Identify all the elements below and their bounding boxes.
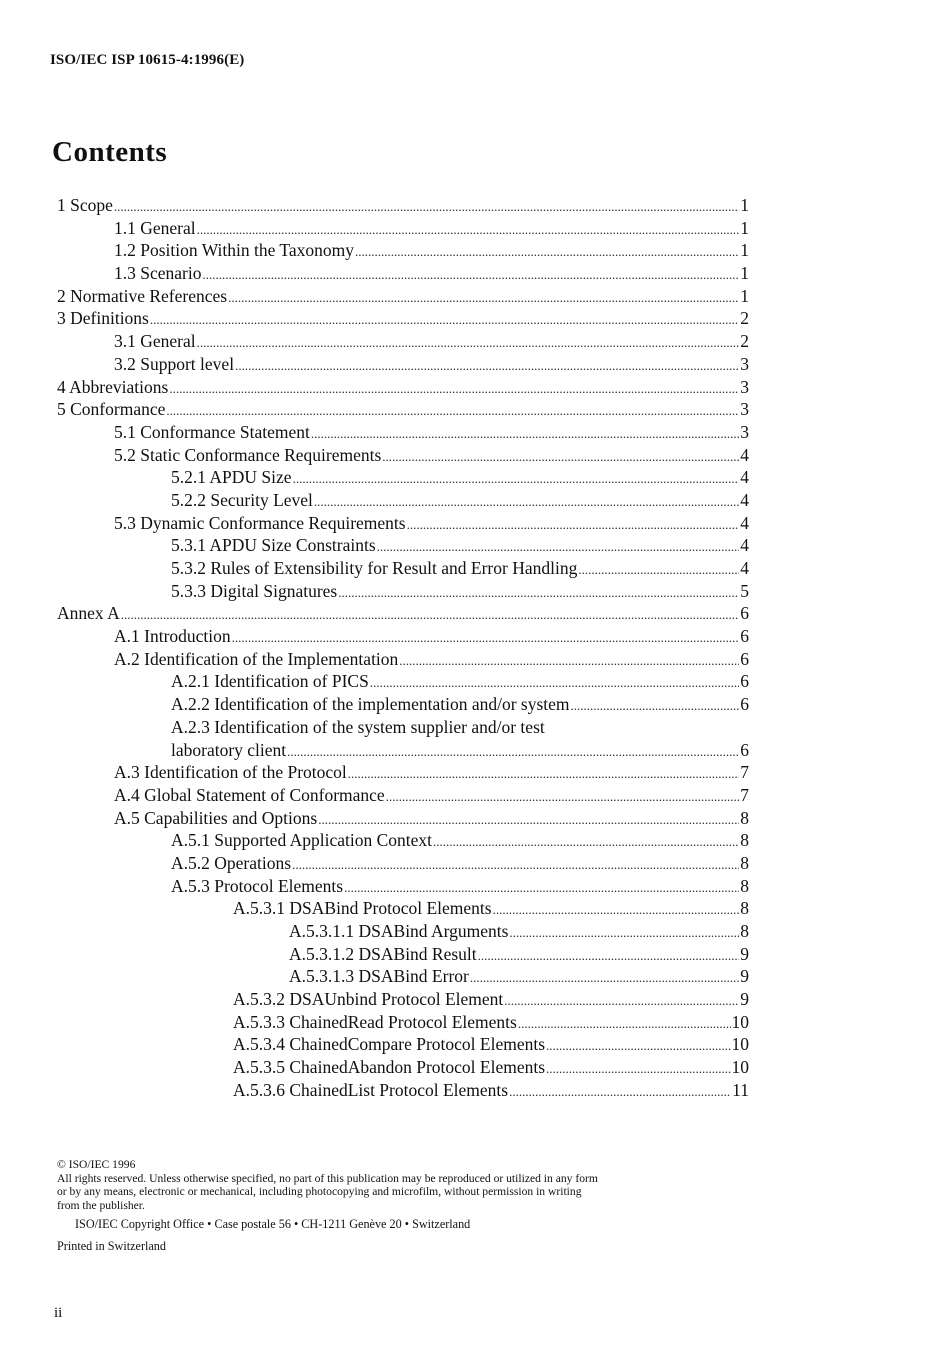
toc-entry-label: A.5.3.5 ChainedAbandon Protocol Elements	[233, 1057, 546, 1078]
toc-entry-label: 1.3 Scenario	[114, 263, 202, 284]
dot-leader	[355, 241, 739, 264]
toc-entry-label: 3.2 Support level	[114, 353, 235, 374]
dot-leader	[386, 786, 740, 809]
toc-entry[interactable]	[57, 1079, 749, 1102]
toc-entry-page: 1	[740, 240, 749, 261]
toc-entry[interactable]	[57, 307, 749, 330]
dot-leader	[228, 287, 739, 310]
toc-entry-label: A.2 Identification of the Implementation	[114, 648, 399, 669]
toc-entry[interactable]	[57, 875, 749, 898]
table-of-contents	[57, 194, 749, 1102]
toc-entry[interactable]	[57, 421, 749, 444]
toc-entry-page: 3	[740, 421, 749, 442]
dot-leader	[504, 990, 739, 1013]
dot-leader	[518, 1013, 731, 1036]
dot-leader	[493, 899, 740, 922]
toc-entry-page: 8	[740, 852, 749, 873]
toc-entry-label: A.4 Global Statement of Conformance	[114, 784, 385, 805]
toc-entry[interactable]	[57, 988, 749, 1011]
toc-entry[interactable]	[57, 897, 749, 920]
copyright-notice	[57, 1158, 602, 1253]
dot-leader	[314, 491, 739, 514]
toc-entry-label: 5.3 Dynamic Conformance Requirements	[114, 512, 406, 533]
toc-entry-page: 4	[740, 512, 749, 533]
document-identifier: ISO/IEC ISP 10615-4:1996(E)	[50, 52, 245, 68]
toc-entry[interactable]	[57, 534, 749, 557]
toc-entry-label: A.5.3.6 ChainedList Protocol Elements	[233, 1079, 509, 1100]
copyright-office-address: ISO/IEC Copyright Office • Case postale 56 • CH-1211 Genève 20 • Switzerland	[75, 1217, 471, 1231]
toc-entry[interactable]	[57, 920, 749, 943]
toc-entry-page: 7	[740, 762, 749, 783]
toc-entry-page: 4	[740, 467, 749, 488]
dot-leader	[150, 309, 739, 332]
toc-entry[interactable]	[57, 648, 749, 671]
toc-entry-page: 4	[740, 558, 749, 578]
toc-entry[interactable]	[57, 1033, 749, 1056]
toc-entry[interactable]	[57, 784, 749, 807]
toc-entry-label: A.2.2 Identification of the implementation and/or system	[171, 694, 570, 715]
dot-leader	[509, 1081, 731, 1104]
dot-leader	[293, 468, 740, 491]
toc-entry[interactable]	[57, 716, 749, 739]
dot-leader	[546, 1035, 730, 1058]
toc-entry-page: 8	[740, 921, 749, 941]
toc-entry-label: 5.2 Static Conformance Requirements	[114, 444, 382, 465]
toc-entry[interactable]	[57, 444, 749, 467]
dot-leader	[169, 378, 739, 401]
dot-leader	[318, 809, 739, 832]
dot-leader	[433, 831, 739, 854]
toc-entry[interactable]	[57, 943, 749, 966]
dot-leader	[546, 1058, 730, 1081]
toc-entry-page: 9	[740, 966, 749, 987]
toc-entry[interactable]	[57, 807, 749, 830]
toc-entry-page: 2	[740, 331, 749, 352]
toc-entry-page: 8	[740, 830, 749, 851]
toc-entry-page: 3	[740, 353, 749, 374]
toc-entry-label: A.5.3.4 ChainedCompare Protocol Elements	[233, 1034, 546, 1055]
toc-entry-label: A.2.3 Identification of the system supplier and/or test	[171, 716, 545, 737]
toc-entry-page: 6	[740, 694, 749, 715]
toc-entry-page: 1	[740, 217, 749, 238]
toc-entry[interactable]	[57, 693, 749, 716]
toc-entry-label: A.5.3.1 DSABind Protocol Elements	[233, 898, 492, 919]
toc-entry[interactable]	[57, 965, 749, 988]
toc-entry-page: 9	[740, 989, 749, 1010]
dot-leader	[292, 854, 739, 877]
toc-entry-label: 5.3.3 Digital Signatures	[171, 580, 338, 601]
toc-entry[interactable]	[57, 580, 749, 603]
toc-entry-label: 5.2.2 Security Level	[171, 489, 313, 510]
toc-entry[interactable]	[57, 376, 749, 399]
toc-entry[interactable]	[57, 239, 749, 262]
toc-entry[interactable]	[57, 557, 749, 580]
dot-leader	[344, 877, 739, 900]
toc-entry-page: 3	[740, 376, 749, 397]
dot-leader	[202, 264, 739, 287]
dot-leader	[407, 514, 740, 537]
toc-entry[interactable]	[57, 739, 749, 762]
toc-entry-label: A.5 Capabilities and Options	[114, 807, 318, 828]
toc-entry[interactable]	[57, 1056, 749, 1079]
dot-leader	[235, 355, 739, 378]
toc-entry-label: laboratory client	[171, 739, 287, 760]
toc-entry-label: A.5.3.2 DSAUnbind Protocol Element	[233, 989, 504, 1010]
dot-leader	[197, 332, 740, 355]
toc-entry-label: 5.1 Conformance Statement	[114, 421, 310, 442]
dot-leader	[509, 922, 739, 945]
toc-entry-page: 6	[740, 671, 749, 692]
toc-entry-label: A.5.3 Protocol Elements	[171, 875, 344, 896]
toc-entry[interactable]	[57, 217, 749, 240]
toc-entry-page: 4	[740, 444, 749, 465]
toc-entry-page: 4	[740, 535, 749, 556]
toc-entry-label: A.5.1 Supported Application Context	[171, 830, 433, 851]
toc-entry-page: 10	[731, 1057, 749, 1078]
toc-entry-label: 3 Definitions	[57, 308, 149, 329]
rights-statement: All rights reserved. Unless otherwise specified, no part of this publication may be reproduced or utilized in any form or by any means, electronic or mechanical, including photocopying and microfilm, without permission in writing from the publisher.	[57, 1171, 598, 1212]
toc-entry-label: 1.2 Position Within the Taxonomy	[114, 240, 355, 261]
dot-leader	[121, 604, 740, 627]
dot-leader	[382, 446, 739, 469]
toc-entry[interactable]	[57, 330, 749, 353]
toc-entry-page: 8	[740, 807, 749, 828]
toc-entry-page: 1	[740, 263, 749, 284]
toc-entry-label: 5 Conformance	[57, 399, 166, 420]
toc-entry[interactable]	[57, 489, 749, 512]
toc-entry-page: 7	[740, 784, 749, 805]
toc-entry-label: A.3 Identification of the Protocol	[114, 762, 347, 783]
dot-leader	[287, 741, 739, 764]
toc-entry-label: 5.3.2 Rules of Extensibility for Result and Error Handling	[171, 558, 578, 578]
toc-entry-page: 6	[740, 626, 749, 647]
toc-entry[interactable]	[57, 602, 749, 625]
toc-entry[interactable]	[57, 262, 749, 285]
toc-entry-label: A.5.2 Operations	[171, 852, 292, 873]
dot-leader	[311, 423, 739, 446]
dot-leader	[166, 400, 739, 423]
dot-leader	[370, 672, 739, 695]
toc-entry-page: 2	[740, 308, 749, 329]
dot-leader	[578, 559, 739, 582]
toc-entry-label: A.5.3.1.3 DSABind Error	[289, 966, 469, 987]
toc-entry-label: 2 Normative References	[57, 285, 228, 306]
toc-entry[interactable]	[57, 1011, 749, 1034]
toc-entry-page: 1	[740, 285, 749, 306]
toc-entry-label: A.5.3.1.2 DSABind Result	[289, 943, 477, 964]
toc-entry-page: 8	[740, 898, 749, 919]
toc-entry[interactable]	[57, 398, 749, 421]
toc-entry-page: 5	[740, 580, 749, 601]
toc-entry-page: 1	[740, 195, 749, 215]
dot-leader	[338, 582, 739, 605]
toc-entry-page: 8	[740, 875, 749, 896]
page-number: ii	[54, 1305, 63, 1321]
dot-leader	[571, 695, 740, 718]
toc-entry-label: Annex A	[57, 603, 120, 624]
toc-entry-label: 1 Scope	[57, 195, 113, 215]
toc-entry-label: A.5.3.3 ChainedRead Protocol Elements	[233, 1011, 517, 1032]
dot-leader	[114, 196, 739, 219]
toc-entry[interactable]	[57, 625, 749, 648]
toc-entry[interactable]	[57, 512, 749, 535]
dot-leader	[348, 763, 739, 786]
toc-entry-page: 6	[740, 648, 749, 669]
toc-entry[interactable]	[57, 761, 749, 784]
toc-entry-label: A.2.1 Identification of PICS	[171, 671, 369, 692]
toc-entry[interactable]	[57, 353, 749, 376]
toc-entry[interactable]	[57, 466, 749, 489]
toc-entry-page: 10	[731, 1034, 749, 1055]
toc-entry-label: 3.1 General	[114, 331, 196, 352]
toc-entry-label: 5.2.1 APDU Size	[171, 467, 292, 488]
toc-entry-page: 10	[731, 1011, 749, 1032]
toc-entry-label: A.1 Introduction	[114, 626, 231, 647]
page-title: Contents	[52, 136, 168, 168]
toc-entry[interactable]	[57, 852, 749, 875]
toc-entry-page: 9	[740, 943, 749, 964]
toc-entry-page: 6	[740, 739, 749, 760]
toc-entry-label: 5.3.1 APDU Size Constraints	[171, 535, 376, 556]
toc-entry-label: 1.1 General	[114, 217, 196, 238]
dot-leader	[478, 945, 740, 968]
toc-entry-label: A.5.3.1.1 DSABind Arguments	[289, 921, 509, 941]
dot-leader	[470, 967, 739, 990]
toc-entry[interactable]	[57, 285, 749, 308]
toc-entry-page: 4	[740, 489, 749, 510]
dot-leader	[399, 650, 739, 673]
toc-entry-page: 6	[740, 603, 749, 624]
dot-leader	[377, 536, 740, 559]
dot-leader	[232, 627, 740, 650]
toc-entry[interactable]	[57, 829, 749, 852]
printed-in: Printed in Switzerland	[57, 1238, 166, 1253]
dot-leader	[197, 219, 740, 242]
toc-entry-label: 4 Abbreviations	[57, 376, 169, 397]
toc-entry[interactable]	[57, 194, 749, 217]
toc-entry-page: 11	[732, 1079, 749, 1100]
toc-entry-page: 3	[740, 399, 749, 420]
toc-entry[interactable]	[57, 670, 749, 693]
copyright-line: © ISO/IEC 1996	[57, 1158, 136, 1171]
